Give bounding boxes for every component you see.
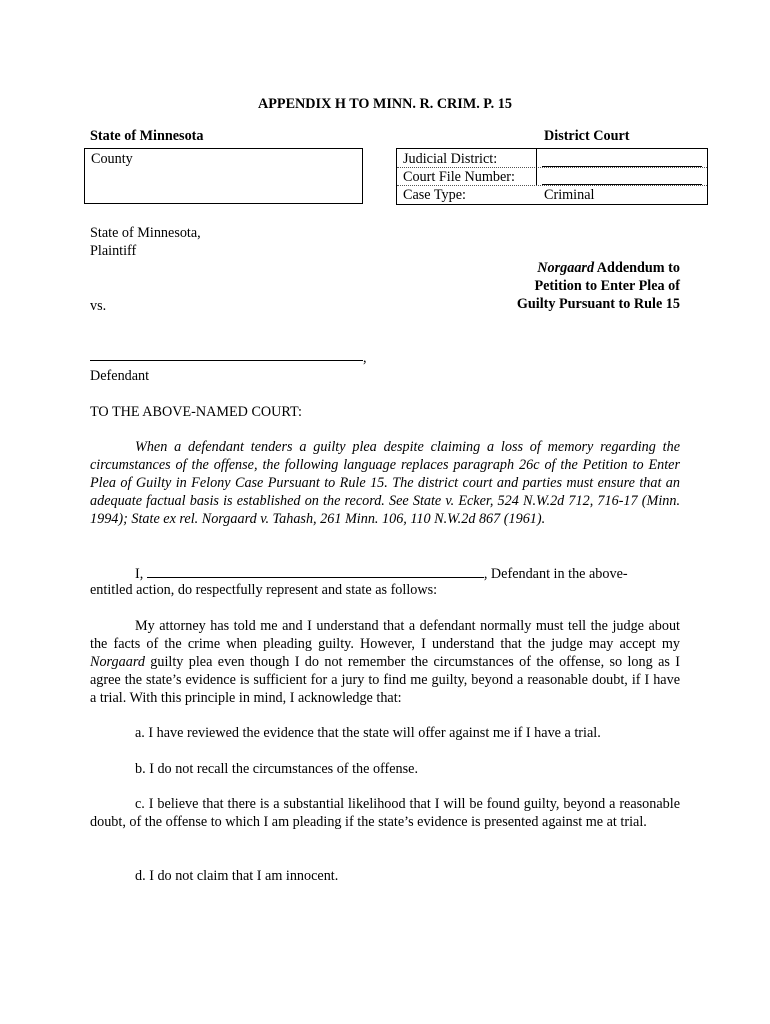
county-label: County [91, 151, 133, 167]
item-a: a. I have reviewed the evidence that the state will offer against me if I have a trial. [135, 725, 601, 741]
item-d: d. I do not claim that I am innocent. [135, 868, 339, 884]
instruction-paragraph: When a defendant tenders a guilty plea despite claiming a loss of memory regarding the circumstances of the offense, the following language replaces paragraph 26c of the Petition to Enter Plea of Guilty in Felony Case Pursuant to Rule 15. The district court and parties must ensure that an adequate factual basis is established on the record. See State v. Ecker, 524 N.W.2d 712, 716-17 (Minn. 1994); State ex rel. Norgaard v. Tahash, 261 Minn. 106, 110 N.W.2d 867 (1961). [90, 439, 680, 527]
row-divider [397, 167, 707, 168]
paragraph-italic: Norgaard [90, 654, 145, 670]
caption-italic: Norgaard [537, 260, 595, 276]
versus-label: vs. [90, 298, 107, 314]
document-title: APPENDIX H TO MINN. R. CRIM. P. 15 [258, 96, 512, 112]
statement-intro: I, [135, 566, 144, 582]
plaintiff-label: Plaintiff [90, 243, 137, 259]
column-divider [536, 149, 537, 185]
court-file-number-label: Court File Number: [403, 169, 515, 185]
county-box[interactable] [84, 148, 363, 204]
judicial-district-field[interactable] [542, 166, 702, 167]
defendant-comma: , [363, 350, 367, 366]
statement-line-2: entitled action, do respectfully represent and state as follows: [90, 582, 438, 598]
judicial-district-label: Judicial District: [403, 151, 498, 167]
case-info-box [396, 148, 708, 205]
caption-line-1-rest: Addendum to [594, 260, 680, 276]
plaintiff-name: State of Minnesota, [90, 225, 201, 241]
case-type-value: Criminal [544, 187, 595, 203]
caption-line-1 [420, 259, 680, 277]
statement-line-1 [135, 563, 680, 583]
court-address: TO THE ABOVE-NAMED COURT: [90, 404, 302, 420]
caption-line-3: Guilty Pursuant to Rule 15 [516, 296, 680, 312]
item-b: b. I do not recall the circumstances of the offense. [135, 761, 418, 777]
statement-after-blank: , Defendant in the above- [483, 566, 628, 582]
acknowledgement-paragraph [90, 617, 680, 707]
paragraph-part-2: guilty plea even though I do not remember the circumstances of the offense, so long as I agree the state’s evidence is sufficient for a jury to find me guilty, beyond a reasonable doubt, if I have a trial. With this principle in mind, I acknowledge that: [90, 654, 680, 706]
court-label: District Court [544, 128, 630, 144]
defendant-name-field[interactable] [90, 360, 363, 361]
item-c: c. I believe that there is a substantial likelihood that I will be found guilty, beyond a reasonable doubt, of the offense to which I am pleading if the state’s evidence is presented against me at trial. [90, 796, 680, 830]
defendant-label: Defendant [90, 368, 150, 384]
defendant-name-blank[interactable] [147, 563, 484, 578]
caption-line-2: Petition to Enter Plea of [534, 278, 680, 294]
case-type-label: Case Type: [403, 187, 466, 203]
row-divider [397, 185, 707, 186]
paragraph-part-1: My attorney has told me and I understand that a defendant normally must tell the judge about the facts of the crime when pleading guilty. However, I understand that the judge may accept my [90, 618, 680, 652]
court-file-number-field[interactable] [542, 184, 702, 185]
state-label: State of Minnesota [90, 128, 204, 144]
